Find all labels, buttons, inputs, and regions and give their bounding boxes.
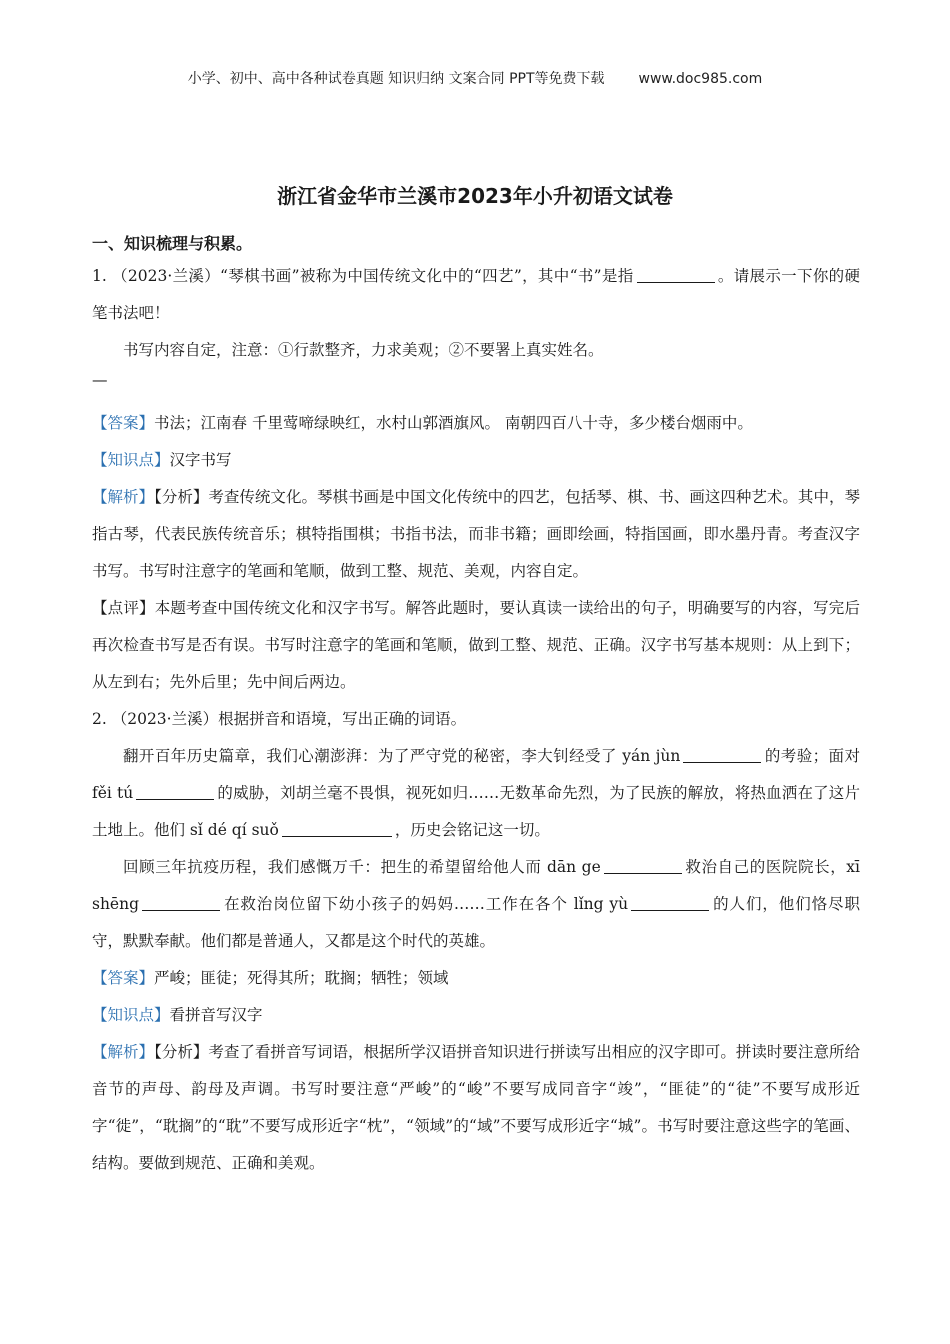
q2-blank-3[interactable] — [282, 818, 392, 837]
q1-instruction: 书写内容自定，注意：①行款整齐，力求美观；②不要署上真实姓名。 — [123, 341, 604, 359]
q2-blank-1[interactable] — [683, 744, 761, 763]
q2-stem: 2. （2023·兰溪）根据拼音和语境，写出正确的词语。 — [92, 710, 467, 728]
section-heading: 一、知识梳理与积累。 — [92, 234, 253, 253]
header-text: 小学、初中、高中各种试卷真题 知识归纳 文案合同 PPT等免费下载 — [187, 71, 605, 87]
header-url[interactable]: www.doc985.com — [638, 71, 763, 87]
q1-dash: — — [92, 371, 108, 389]
page-header — [0, 68, 950, 88]
q2-knowledge: 【知识点】看拼音写汉字 — [92, 1006, 263, 1024]
answer-tag: 【答案】 — [92, 969, 155, 987]
document-title: 浙江省金华市兰溪市2023年小升初语文试卷 — [277, 184, 673, 208]
q1-knowledge: 【知识点】汉字书写 — [92, 451, 232, 469]
q1-stem: 1. （2023·兰溪）“琴棋书画”被称为中国传统文化中的“四艺”，其中“书”是指 。请展示一下你的硬笔书法吧！ — [92, 258, 860, 332]
q1-blank[interactable] — [637, 264, 715, 283]
q1-analysis: 【解析】【分析】考查传统文化。琴棋书画是中国文化传统中的四艺，包括琴、棋、书、画这四种艺术。其中，琴指古琴，代表民族传统音乐；棋特指围棋；书指书法，而非书籍；画即绘画，特指国画，即水墨丹青。考查汉字书写。书写时注意字的笔画和笔顺，做到工整、规范、美观，内容自定。 — [92, 488, 860, 580]
knowledge-tag: 【知识点】 — [92, 1006, 170, 1024]
analysis-tag: 【解析】 — [92, 1043, 155, 1061]
q1-answer: 【答案】书法；江南春 千里莺啼绿映红，水村山郭酒旗风。 南朝四百八十寺，多少楼台烟雨中。 — [92, 414, 753, 432]
document-body — [92, 230, 860, 1182]
q2-passage-1: 翻开百年历史篇章，我们心潮澎湃：为了严守党的秘密，李大钊经受了 yán jùn 的考验；面对 fěi tú 的威胁，刘胡兰毫不畏惧，视死如归……无数革命先烈，为了民族的解放，将热血洒在了这片土地上。他们 sǐ dé qí suǒ ，历史会铭记这一切。 — [92, 738, 860, 849]
q2-passage-2: 回顾三年抗疫历程，我们感慨万千：把生的希望留给他人而 dān ge 救治自己的医院院长，xī shēng 在救治岗位留下幼小孩子的妈妈……工作在各个 lǐng yù 的人们，他们恪尽职守，默默奉献。他们都是普通人，又都是这个时代的英雄。 — [92, 849, 860, 960]
analysis-tag: 【解析】 — [92, 488, 155, 506]
answer-tag: 【答案】 — [92, 414, 155, 432]
q2-blank-5[interactable] — [142, 892, 220, 911]
q2-blank-2[interactable] — [136, 781, 214, 800]
knowledge-tag: 【知识点】 — [92, 451, 170, 469]
q2-answer: 【答案】严峻；匪徒；死得其所；耽搁；牺牲；领域 — [92, 969, 449, 987]
q2-blank-4[interactable] — [604, 855, 682, 874]
q2-analysis: 【解析】【分析】考查了看拼音写词语，根据所学汉语拼音知识进行拼读写出相应的汉字即可。拼读时要注意所给音节的声母、韵母及声调。书写时要注意“严峻”的“峻”不要写成同音字“竣”，“匪徒”的“徒”不要写成形近字“徙”，“耽搁”的“耽”不要写成形近字“枕”，“领域”的“域”不要写成形近字“城”。书写时要注意这些字的笔画、结构。要做到规范、正确和美观。 — [92, 1043, 860, 1172]
q2-blank-6[interactable] — [631, 892, 709, 911]
q1-comment: 【点评】本题考查中国传统文化和汉字书写。解答此题时，要认真读一读给出的句子，明确要写的内容，写完后再次检查书写是否有误。书写时注意字的笔画和笔顺，做到工整、规范、正确。汉字书写基本规则：从上到下；从左到右；先外后里；先中间后两边。 — [92, 599, 860, 691]
